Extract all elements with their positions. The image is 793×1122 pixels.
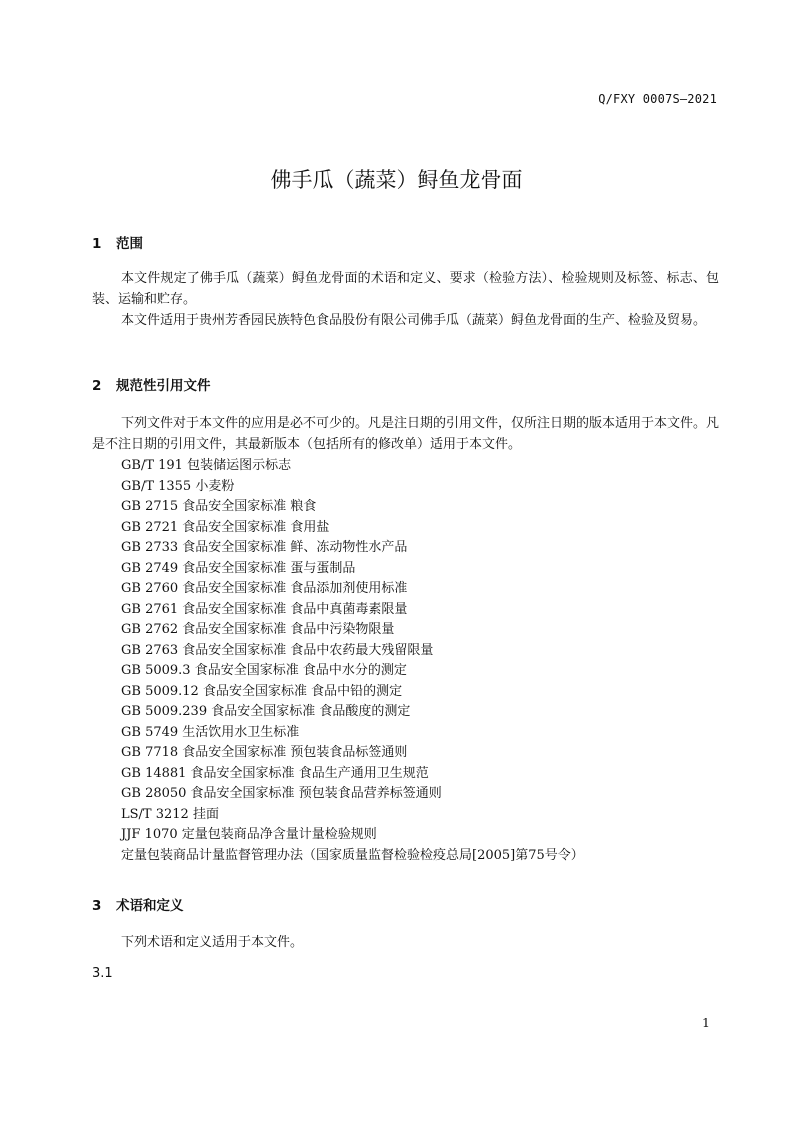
reference-item: JJF 1070 定量包装商品净含量计量检验规则 xyxy=(121,827,377,842)
page-number: 1 xyxy=(702,1015,710,1030)
clause-number: 3.1 xyxy=(92,966,113,981)
standard-code: Q/FXY 0007S—2021 xyxy=(598,92,717,106)
section-title: 规范性引用文件 xyxy=(116,378,211,394)
reference-item: GB 2715 食品安全国家标准 粮食 xyxy=(121,499,317,514)
reference-item: GB/T 191 包装储运图示标志 xyxy=(121,458,292,473)
reference-item: GB 5749 生活饮用水卫生标准 xyxy=(121,724,300,740)
scope-paragraph-2: 本文件适用于贵州芳香园民族特色食品股份有限公司佛手瓜（蔬菜）鲟鱼龙骨面的生产、检验及贸易。 xyxy=(121,313,707,328)
reference-item: GB 2760 食品安全国家标准 食品添加剂使用标准 xyxy=(121,581,408,596)
reference-item: GB 5009.12 食品安全国家标准 食品中铅的测定 xyxy=(121,683,403,699)
section-title: 术语和定义 xyxy=(116,898,184,914)
reference-list xyxy=(121,456,584,866)
section-2-heading xyxy=(92,374,211,394)
reference-item: GB 2761 食品安全国家标准 食品中真菌毒素限量 xyxy=(121,601,408,617)
section-title: 范围 xyxy=(116,236,143,252)
reference-item: LS/T 3212 挂面 xyxy=(121,806,219,822)
reference-item: GB 7718 食品安全国家标准 预包装食品标签通则 xyxy=(121,745,408,760)
reference-item: GB 2749 食品安全国家标准 蛋与蛋制品 xyxy=(121,560,356,576)
reference-item: GB 5009.3 食品安全国家标准 食品中水分的测定 xyxy=(121,663,407,678)
reference-item: GB 2733 食品安全国家标准 鲜、冻动物性水产品 xyxy=(121,540,408,555)
reference-item: GB 28050 食品安全国家标准 预包装食品营养标签通则 xyxy=(121,786,442,801)
reference-item: GB/T 1355 小麦粉 xyxy=(121,478,235,494)
section-3-heading xyxy=(92,894,184,914)
section-number: 3 xyxy=(92,898,102,914)
terms-intro: 下列术语和定义适用于本文件。 xyxy=(121,935,304,950)
reference-item: 定量包装商品计量监督管理办法（国家质量监督检验检疫总局[2005]第75号令） xyxy=(121,847,584,863)
reference-item: GB 2762 食品安全国家标准 食品中污染物限量 xyxy=(121,622,395,637)
section-number: 2 xyxy=(92,378,102,394)
section-1-heading xyxy=(92,232,143,252)
document-title: 佛手瓜（蔬菜）鲟鱼龙骨面 xyxy=(270,168,523,192)
reference-item: GB 14881 食品安全国家标准 食品生产通用卫生规范 xyxy=(121,765,429,781)
reference-item: GB 5009.239 食品安全国家标准 食品酸度的测定 xyxy=(121,704,411,719)
reference-item: GB 2763 食品安全国家标准 食品中农药最大残留限量 xyxy=(121,642,434,658)
reference-item: GB 2721 食品安全国家标准 食用盐 xyxy=(121,519,330,535)
scope-paragraph-1: 本文件规定了佛手瓜（蔬菜）鲟鱼龙骨面的术语和定义、要求（检验方法）、检验规则及标签、标志、包装、运输和贮存。 xyxy=(92,271,719,307)
normative-references-intro: 下列文件对于本文件的应用是必不可少的。凡是注日期的引用文件，仅所注日期的版本适用于本文件。凡是不注日期的引用文件，其最新版本（包括所有的修改单）适用于本文件。 xyxy=(92,416,720,452)
section-number: 1 xyxy=(92,236,102,252)
